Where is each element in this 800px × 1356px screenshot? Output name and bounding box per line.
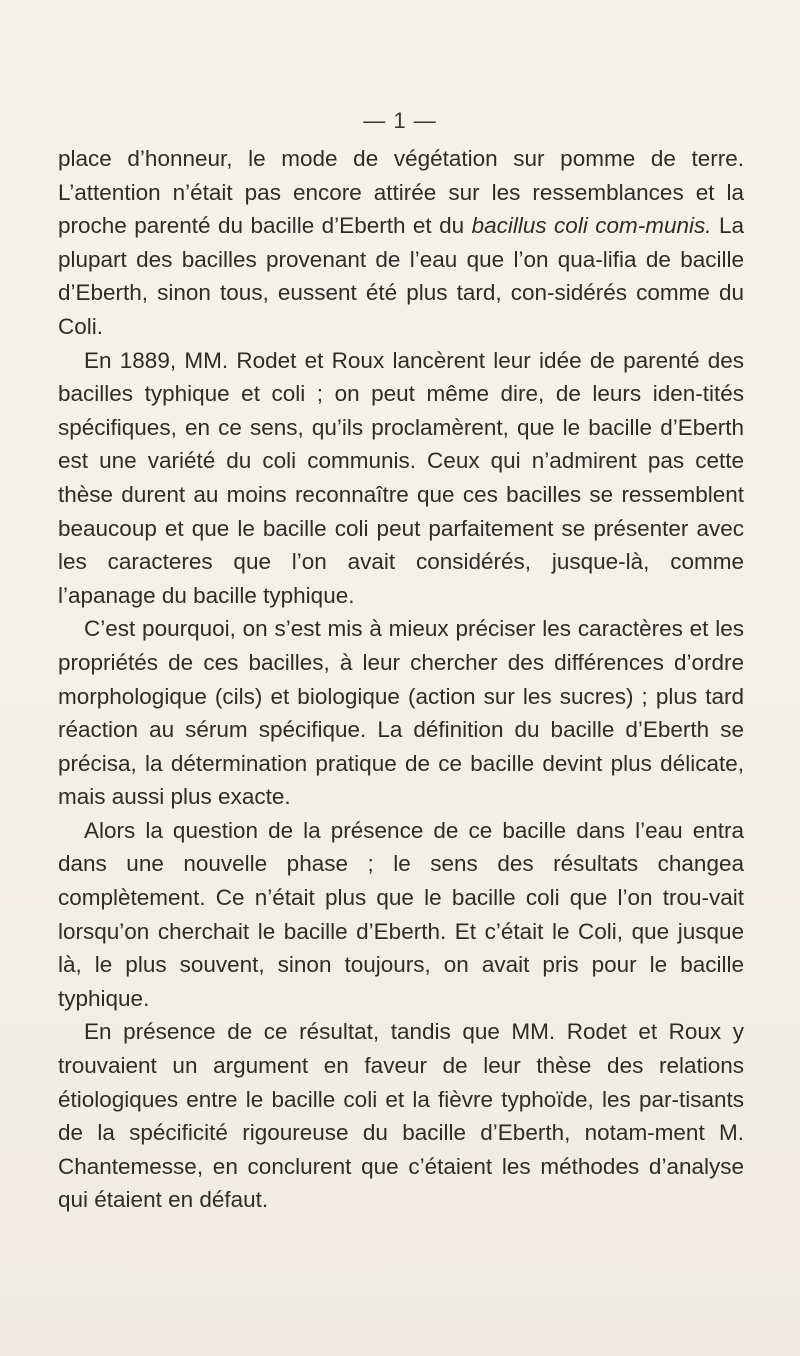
paragraph-1-text-after: La plupart des bacilles provenant de l’eau que l’on qua-lifia de bacille d’Eberth, sinon tous, eussent été plus tard, con-sidérés comme du Coli.	[58, 213, 744, 339]
paragraph-1-text-before: place d’honneur, le mode de végétation sur pomme de terre. L’attention n’était pas encore attirée sur les ressemblances et la proche parenté du bacille d’Eberth et du	[58, 146, 744, 239]
paragraph-5: En présence de ce résultat, tandis que MM. Rodet et Roux y trouvaient un argument en faveur de leur thèse des relations étiologiques entre le bacille coli et la fièvre typhoïde, les par-tisants de la spécificité rigoureuse du bacille d’Eberth, notam-ment M. Chantemesse, en conclurent que c’étaient les méthodes d’analyse qui étaient en défaut.	[58, 1019, 744, 1213]
paragraph-1-italic-term: bacillus coli com-munis.	[471, 213, 712, 239]
paragraph-1	[58, 142, 744, 344]
paragraph-3: C’est pourquoi, on s’est mis à mieux préciser les caractères et les propriétés de ces bacilles, à leur chercher des différences d’ordre morphologique (cils) et biologique (action sur les sucres) ; plus tard réaction au sérum spécifique. La définition du bacille d’Eberth se précisa, la détermination pratique de ce bacille devint plus délicate, mais aussi plus exacte.	[58, 616, 744, 810]
paragraph-4: Alors la question de la présence de ce bacille dans l’eau entra dans une nouvelle phase ; le sens des résultats changea complètement. Ce n’était plus que le bacille coli que l’on trou-vait lorsqu’on cherchait le bacille d’Eberth. Et c’était le Coli, que jusque là, le plus souvent, sinon toujours, on avait pris pour le bacille typhique.	[58, 817, 744, 1011]
paragraph-2: En 1889, MM. Rodet et Roux lancèrent leur idée de parenté des bacilles typhique et coli ; on peut même dire, de leurs iden-tités spécifiques, en ce sens, qu’ils proclamèrent, que le bacille d’Eberth est une variété du coli communis. Ceux qui n’admirent pas cette thèse durent au moins reconnaître que ces bacilles se ressemblent beaucoup et que le bacille coli peut parfaitement se présenter avec les caracteres que l’on avait considérés, jusque-là, comme l’apanage du bacille typhique.	[58, 347, 744, 608]
page-number: — 1 —	[363, 108, 437, 133]
body-text	[58, 142, 744, 1217]
